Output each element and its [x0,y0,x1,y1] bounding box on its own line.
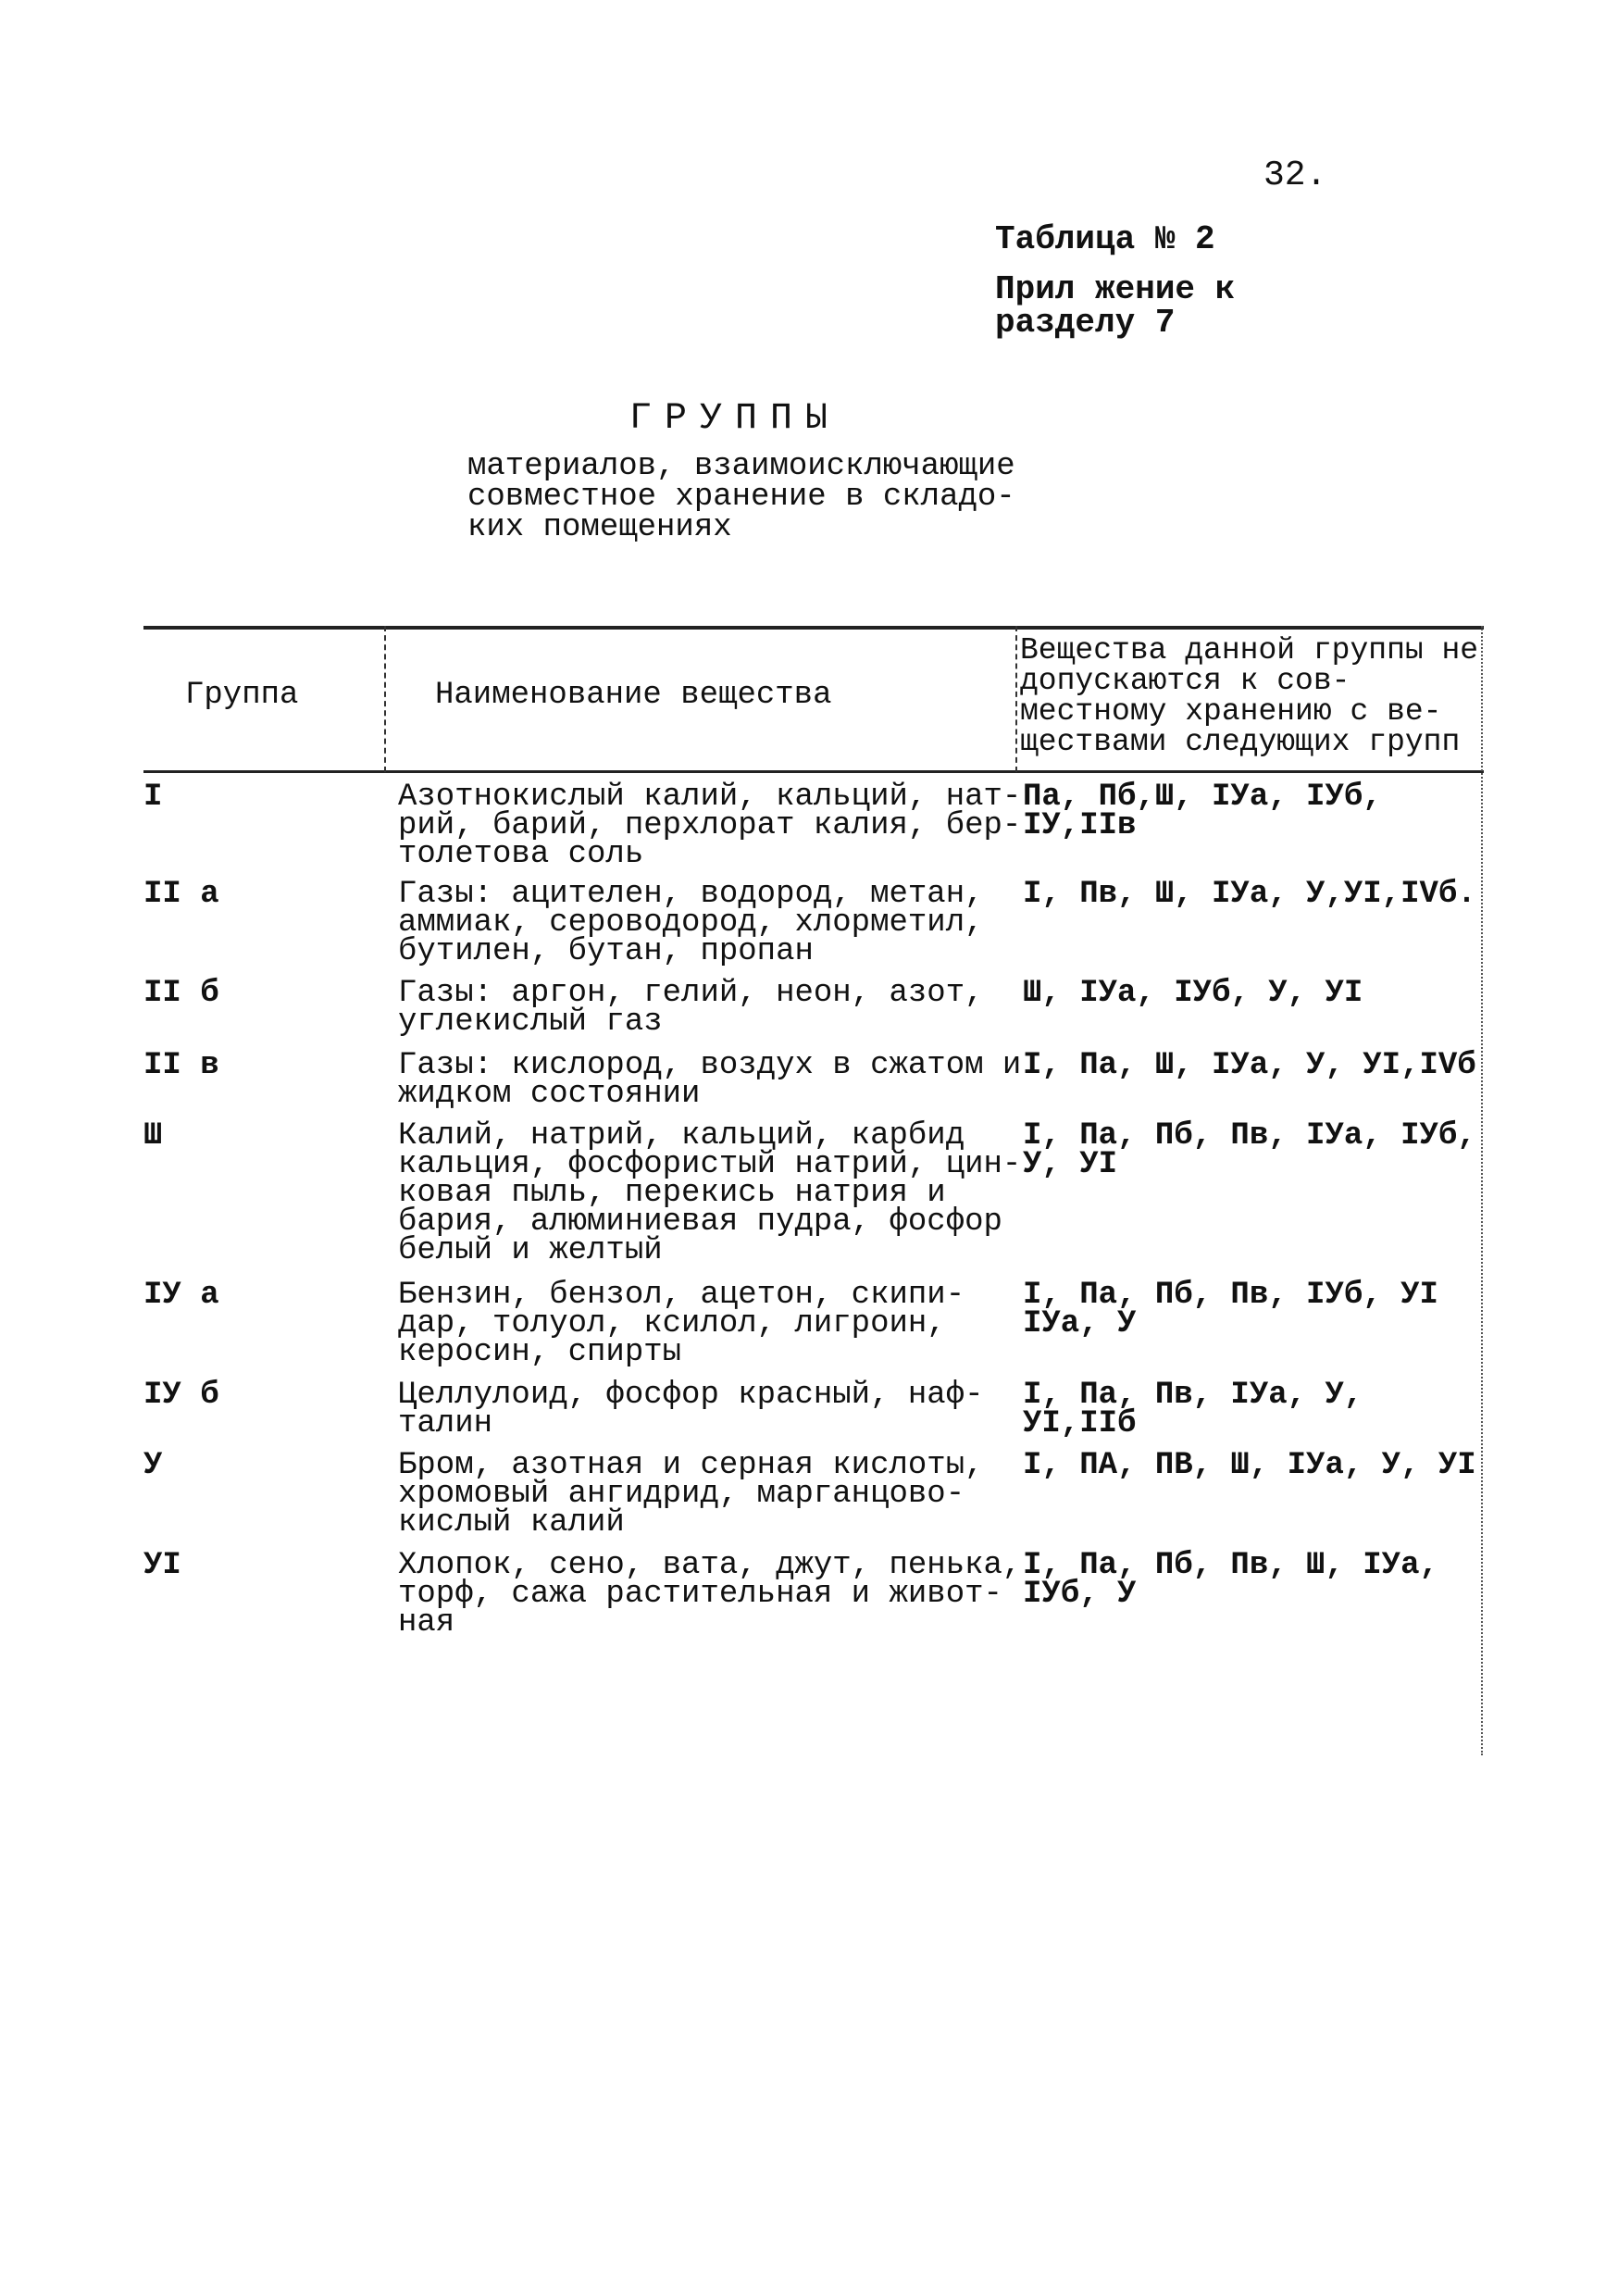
group-code: УI [143,1548,181,1583]
excluded-groups: I, Па, Пб, Пв, Ш, IУа, IУб, У [1023,1548,1438,1612]
excluded-groups: I, Пв, Ш, IУа, У,УI,IVб. [1023,877,1476,912]
table-top-rule [143,626,1484,630]
table-reference: Таблица № 2 [995,220,1215,258]
excluded-groups: I, Па, Ш, IУа, У, УI,IVб [1023,1048,1476,1083]
excluded-groups: Па, Пб,Ш, IУа, IУб, IУ,IIв [1023,780,1382,843]
substance-names: Азотнокислый калий, кальций, нат- рий, барий, перхлорат калия, бер- толетова соль [398,780,1022,872]
group-code: IУ а [143,1278,219,1313]
excluded-groups: I, ПА, ПВ, Ш, IУа, У, УI [1023,1448,1476,1483]
excluded-groups: I, Па, Пв, IУа, У, УI,IIб [1023,1378,1363,1441]
group-code: IУ б [143,1378,219,1413]
substance-names: Бром, азотная и серная кислоты, хромовый ангидрид, марганцово- кислый калий [398,1448,984,1541]
table-header-rule [143,770,1484,773]
header-excluded-groups: Вещества данной группы не допускаются к сов- местному хранению с ве- ществами следующих групп [1020,633,1479,759]
group-code: II б [143,976,219,1011]
excluded-groups: I, Па, Пб, Пв, IУа, IУб, У, УI [1023,1118,1476,1182]
group-code: I [143,780,163,815]
column-divider [384,626,386,772]
document-subtitle: материалов, взаимоисключающие совместное хранение в складо- ких помещениях [467,449,1015,545]
substance-names: Калий, натрий, кальций, карбид кальция, фосфористый натрий, цин- ковая пыль, перекись натрия и бария, алюминиевая пудра, фосфор белый и желтый [398,1118,1022,1268]
substance-names: Газы: аргон, гелий, неон, азот, углекислый газ [398,976,984,1040]
document-title: ГРУППЫ [629,398,841,440]
substance-names: Хлопок, сено, вата, джут, пенька, торф, сажа растительная и живот- ная [398,1548,1022,1641]
group-code: II а [143,877,219,912]
excluded-groups: Ш, IУа, IУб, У, УI [1023,976,1363,1011]
group-code: II в [143,1048,219,1083]
substance-names: Газы: ацителен, водород, метан, аммиак, сероводород, хлорметил, бутилен, бутан, пропан [398,877,984,969]
substance-names: Газы: кислород, воздух в сжатом и жидком состоянии [398,1048,1022,1112]
group-code: Ш [143,1118,163,1154]
appendix-note: Прил жение к разделу 7 [995,270,1236,342]
group-code: У [143,1448,163,1483]
column-divider [1015,626,1017,772]
header-substance-name: Наименование вещества [435,678,832,713]
substance-names: Целлулоид, фосфор красный, наф- талин [398,1378,984,1441]
substance-names: Бензин, бензол, ацетон, скипи- дар, толуол, ксилол, лигроин, керосин, спирты [398,1278,965,1370]
page-number: 32. [1263,156,1327,195]
excluded-groups: I, Па, Пб, Пв, IУб, УI IУа, У [1023,1278,1438,1341]
header-group: Группа [185,678,299,713]
